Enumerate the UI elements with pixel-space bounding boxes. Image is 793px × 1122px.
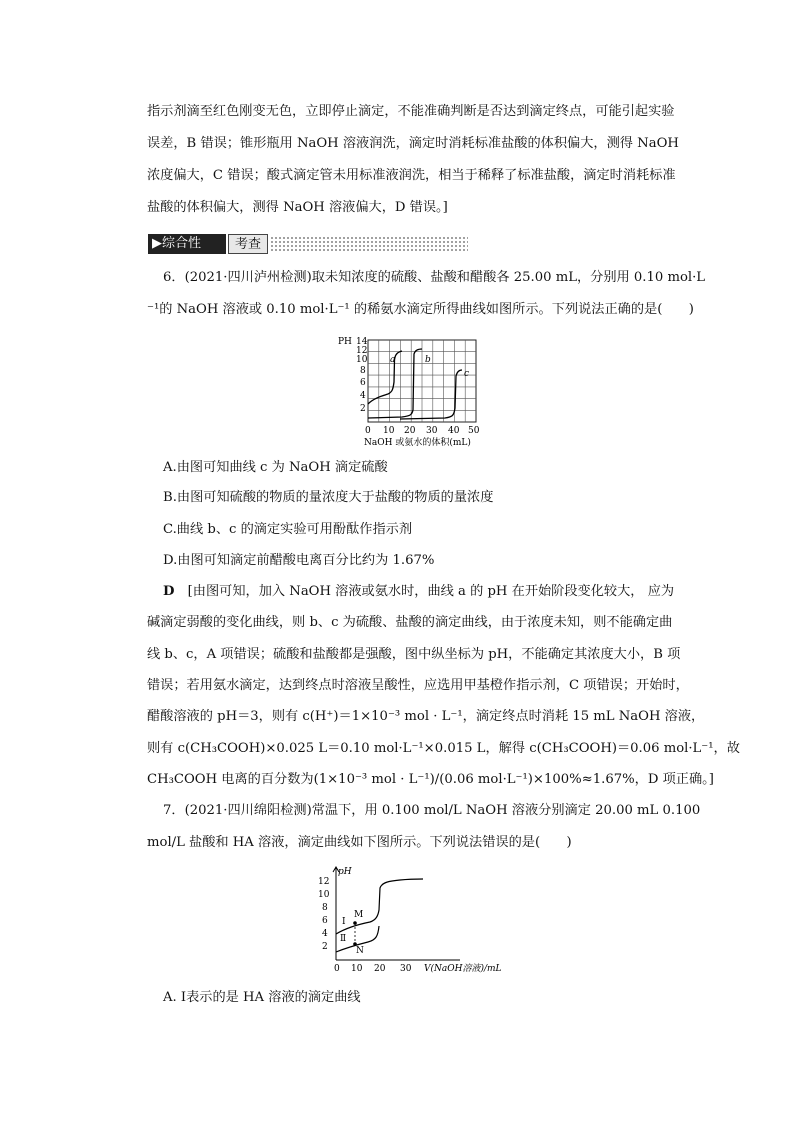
curve-I bbox=[336, 879, 423, 934]
curve-a bbox=[368, 351, 402, 404]
question-stem: mol/L 盐酸和 HA 溶液，滴定曲线如下图所示。下列说法错误的是( ) bbox=[147, 835, 572, 850]
y-tick: 10 bbox=[356, 355, 368, 365]
y-axis-title: PH bbox=[338, 337, 352, 347]
answer-line: 醋酸溶液的 pH＝3，则有 c(H⁺)＝1×10⁻³ mol · L⁻¹，滴定终点时消耗 15 mL NaOH 溶液， bbox=[147, 709, 705, 724]
answer-line: 错误；若用氨水滴定，达到终点时溶液呈酸性，应选用甲基橙作指示剂，C 项错误；开始时， bbox=[147, 678, 689, 693]
question-stem: ⁻¹的 NaOH 溶液或 0.10 mol·L⁻¹ 的稀氨水滴定所得曲线如图所示。下列说法正确的是( ) bbox=[147, 302, 694, 317]
banner-label-secondary: 考查 bbox=[228, 234, 268, 254]
curve-label: Ⅰ bbox=[342, 917, 346, 927]
x-axis-title: NaOH 或氨水的体积(mL) bbox=[364, 438, 471, 448]
x-tick: 40 bbox=[448, 426, 460, 436]
x-tick: 20 bbox=[374, 964, 386, 974]
y-tick: 14 bbox=[356, 337, 368, 347]
banner-label: ▶综合性 bbox=[148, 234, 226, 254]
text-line: 盐酸的体积偏大，测得 NaOH 溶液偏大，D 错误。] bbox=[147, 200, 448, 215]
question-stem: 7．(2021·四川绵阳检测)常温下，用 0.100 mol/L NaOH 溶液分别滴定 20.00 mL 0.100 bbox=[163, 803, 701, 818]
option-b: B.由图可知硫酸的物质的量浓度大于盐酸的物质的量浓度 bbox=[163, 490, 494, 505]
y-tick: 10 bbox=[318, 890, 330, 900]
titration-graph-q7 bbox=[310, 864, 510, 976]
section-banner bbox=[148, 234, 468, 254]
curve-label: Ⅱ bbox=[340, 934, 347, 944]
answer-letter: D bbox=[163, 584, 175, 599]
y-tick: 12 bbox=[318, 877, 330, 887]
y-tick: 4 bbox=[360, 391, 366, 401]
text-line: 浓度偏大，C 错误；酸式滴定管未用标准液润洗，相当于稀释了标准盐酸，滴定时消耗标准 bbox=[147, 168, 676, 183]
option-c: C.曲线 b、c 的滴定实验可用酚酞作指示剂 bbox=[163, 522, 413, 537]
y-tick: 2 bbox=[360, 404, 366, 414]
x-tick: 20 bbox=[404, 426, 416, 436]
text-line: 误差，B 错误；锥形瓶用 NaOH 溶液润洗，滴定时消耗标准盐酸的体积偏大，测得 NaOH bbox=[147, 136, 679, 151]
answer-line: D [由图可知，加入 NaOH 溶液或氨水时，曲线 a 的 pH 在开始阶段变化较大， 应为 bbox=[163, 584, 675, 599]
curve-label: b bbox=[425, 355, 431, 365]
x-tick: 10 bbox=[351, 964, 363, 974]
y-tick: 8 bbox=[360, 366, 366, 376]
answer-line: CH₃COOH 电离的百分数为(1×10⁻³ mol · L⁻¹)/(0.06 mol·L⁻¹)×100%≈1.67%，D 项正确。] bbox=[147, 772, 714, 787]
curve-label: c bbox=[464, 369, 470, 379]
titration-graph-q6 bbox=[330, 332, 490, 450]
point-label: M bbox=[354, 910, 364, 920]
option-a: A.由图可知曲线 c 为 NaOH 滴定硫酸 bbox=[163, 460, 388, 475]
text-line: 指示剂滴至红色刚变无色，立即停止滴定，不能准确判断是否达到滴定终点，可能引起实验 bbox=[147, 104, 675, 119]
y-tick: 6 bbox=[322, 916, 328, 926]
y-tick: 4 bbox=[322, 929, 328, 939]
option-a: A. Ⅰ表示的是 HA 溶液的滴定曲线 bbox=[163, 990, 361, 1005]
y-tick: 6 bbox=[360, 378, 366, 388]
x-tick: 0 bbox=[334, 964, 340, 974]
x-tick: 10 bbox=[383, 426, 395, 436]
question-stem: 6．(2021·四川泸州检测)取未知浓度的硫酸、盐酸和醋酸各 25.00 mL，分别用 0.10 mol·L bbox=[163, 270, 706, 285]
option-d: D.由图可知滴定前醋酸电离百分比约为 1.67% bbox=[163, 553, 435, 568]
x-axis-title: V(NaOH溶液)/mL bbox=[424, 964, 502, 974]
x-tick: 50 bbox=[468, 426, 480, 436]
answer-line: 线 b、c，A 项错误；硫酸和盐酸都是强酸，图中纵坐标为 pH，不能确定其浓度大小，B 项 bbox=[147, 647, 681, 662]
curve-label: a bbox=[390, 355, 396, 365]
y-axis-title: pH bbox=[338, 867, 352, 877]
y-tick: 12 bbox=[356, 346, 368, 356]
x-tick: 0 bbox=[365, 426, 371, 436]
y-tick: 2 bbox=[322, 942, 328, 952]
point-label: N bbox=[356, 946, 364, 956]
answer-line: 碱滴定弱酸的变化曲线，则 b、c 为硫酸、盐酸的滴定曲线，由于浓度未知，则不能确定曲 bbox=[147, 615, 673, 630]
curve-c bbox=[400, 370, 462, 419]
y-tick: 8 bbox=[322, 903, 328, 913]
answer-line: 则有 c(CH₃COOH)×0.025 L＝0.10 mol·L⁻¹×0.015 L，解得 c(CH₃COOH)＝0.06 mol·L⁻¹，故 bbox=[147, 741, 740, 756]
banner-dots bbox=[270, 236, 468, 252]
x-tick: 30 bbox=[400, 964, 412, 974]
x-tick: 30 bbox=[426, 426, 438, 436]
